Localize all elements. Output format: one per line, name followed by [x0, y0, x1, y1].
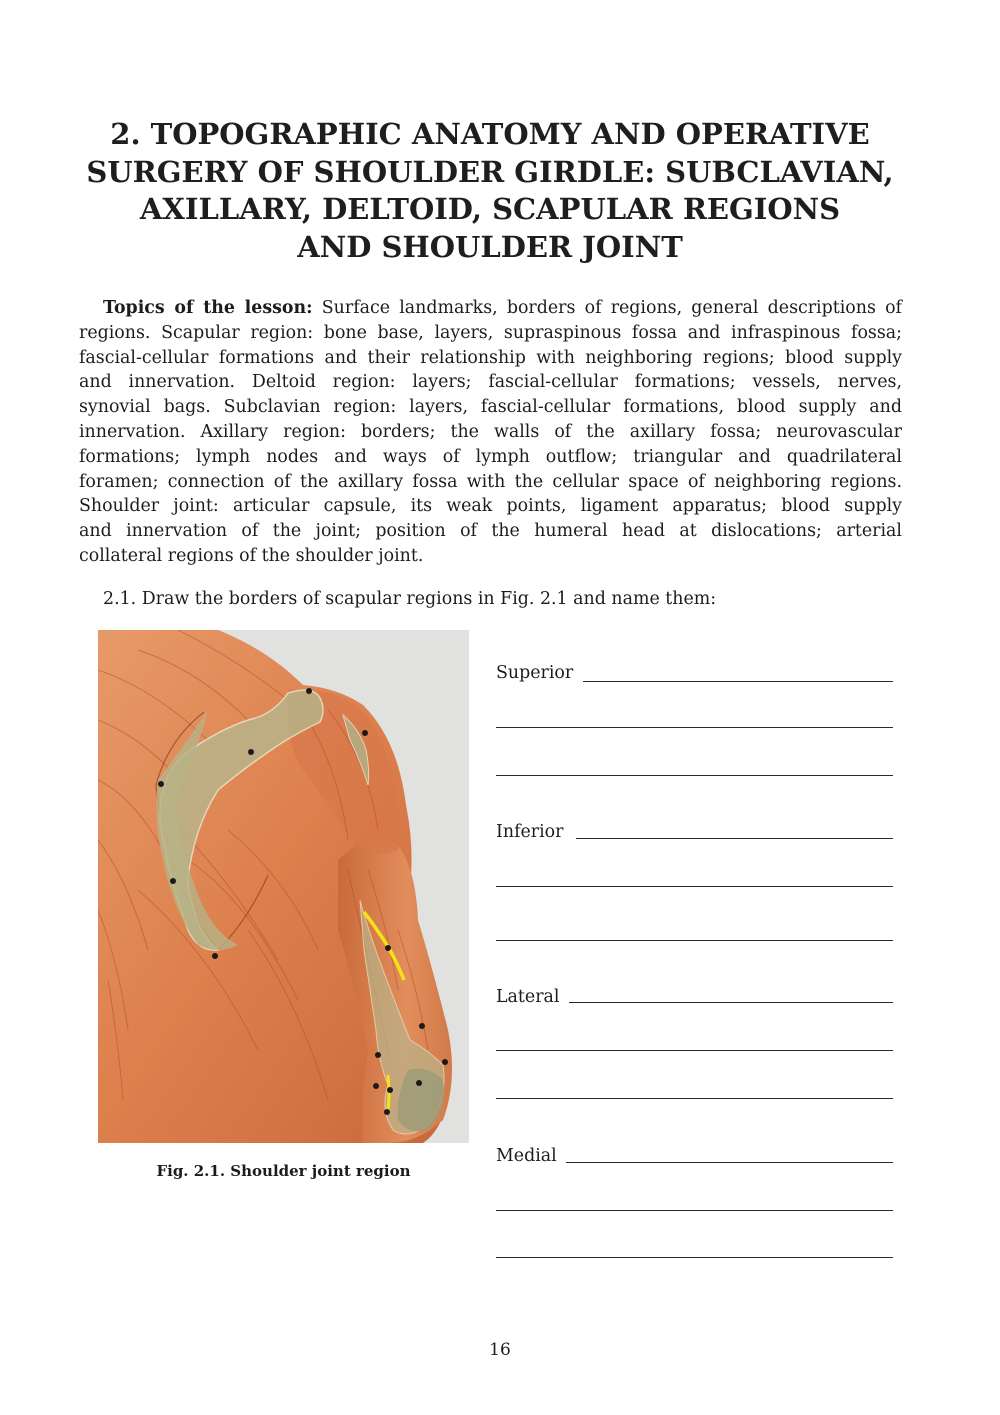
topics-line-4: and innervation. Deltoid region: layers; fascial-cellular formations; vessels, nerves, [79, 372, 902, 393]
topics-line-1 [79, 296, 902, 321]
lesson-topics [79, 296, 902, 569]
topics-text-1: Surface landmarks, borders of regions, general descriptions of [312, 298, 902, 318]
topics-lead: Topics of the lesson: [103, 298, 313, 318]
label-medial: Medial [496, 1146, 557, 1166]
answer-line-inferior-1[interactable] [576, 838, 893, 839]
topics-line-9: Shoulder joint: articular capsule, its weak points, ligament apparatus; blood supply [79, 496, 902, 517]
title-line-4: AND SHOULDER JOINT [297, 229, 683, 264]
page-number: 16 [489, 1340, 511, 1360]
shoulder-illustration [98, 630, 469, 1143]
answer-line-medial-2[interactable] [496, 1210, 893, 1211]
topics-line-5: synovial bags. Subclavian region: layers, fascial-cellular formations, blood supply and [79, 397, 902, 418]
title-line-3: AXILLARY, DELTOID, SCAPULAR REGIONS [139, 192, 841, 226]
title-line-1: 2. TOPOGRAPHIC ANATOMY AND OPERATIVE [110, 117, 870, 151]
topics-line-3: fascial-cellular formations and their relationship with neighboring regions; blood supply [79, 347, 902, 368]
title-line-2: SURGERY OF SHOULDER GIRDLE: SUBCLAVIAN, [86, 154, 894, 189]
task-instruction: 2.1. Draw the borders of scapular regions in Fig. 2.1 and name them: [103, 589, 717, 609]
topics-line-6: innervation. Axillary region: borders; the walls of the axillary fossa; neurovascular [79, 421, 902, 442]
topics-line-10: and innervation of the joint; position of the humeral head at dislocations; arterial [79, 521, 902, 542]
label-lateral: Lateral [496, 987, 560, 1007]
answer-line-medial-3[interactable] [496, 1257, 893, 1258]
answer-line-lateral-3[interactable] [496, 1098, 893, 1099]
answer-line-superior-2[interactable] [496, 727, 893, 728]
page-title [80, 116, 900, 266]
answer-line-lateral-2[interactable] [496, 1050, 893, 1051]
label-superior: Superior [496, 663, 574, 683]
answer-line-inferior-3[interactable] [496, 940, 893, 941]
answer-line-lateral-1[interactable] [569, 1002, 893, 1003]
answer-line-inferior-2[interactable] [496, 886, 893, 887]
answer-line-medial-1[interactable] [566, 1162, 893, 1163]
topics-line-11: collateral regions of the shoulder joint. [79, 545, 424, 566]
topics-line-2: regions. Scapular region: bone base, layers, supraspinous fossa and infraspinous fossa; [79, 322, 902, 343]
figure-caption: Fig. 2.1. Shoulder joint region [156, 1162, 411, 1180]
topics-line-7: formations; lymph nodes and ways of lymph outflow; triangular and quadrilateral [79, 446, 902, 467]
label-inferior: Inferior [496, 822, 564, 842]
answer-line-superior-1[interactable] [583, 681, 893, 682]
shoulder-figure [98, 630, 469, 1143]
topics-line-8: foramen; connection of the axillary fossa with the cellular space of neighboring regions. [79, 471, 902, 492]
answer-line-superior-3[interactable] [496, 775, 893, 776]
